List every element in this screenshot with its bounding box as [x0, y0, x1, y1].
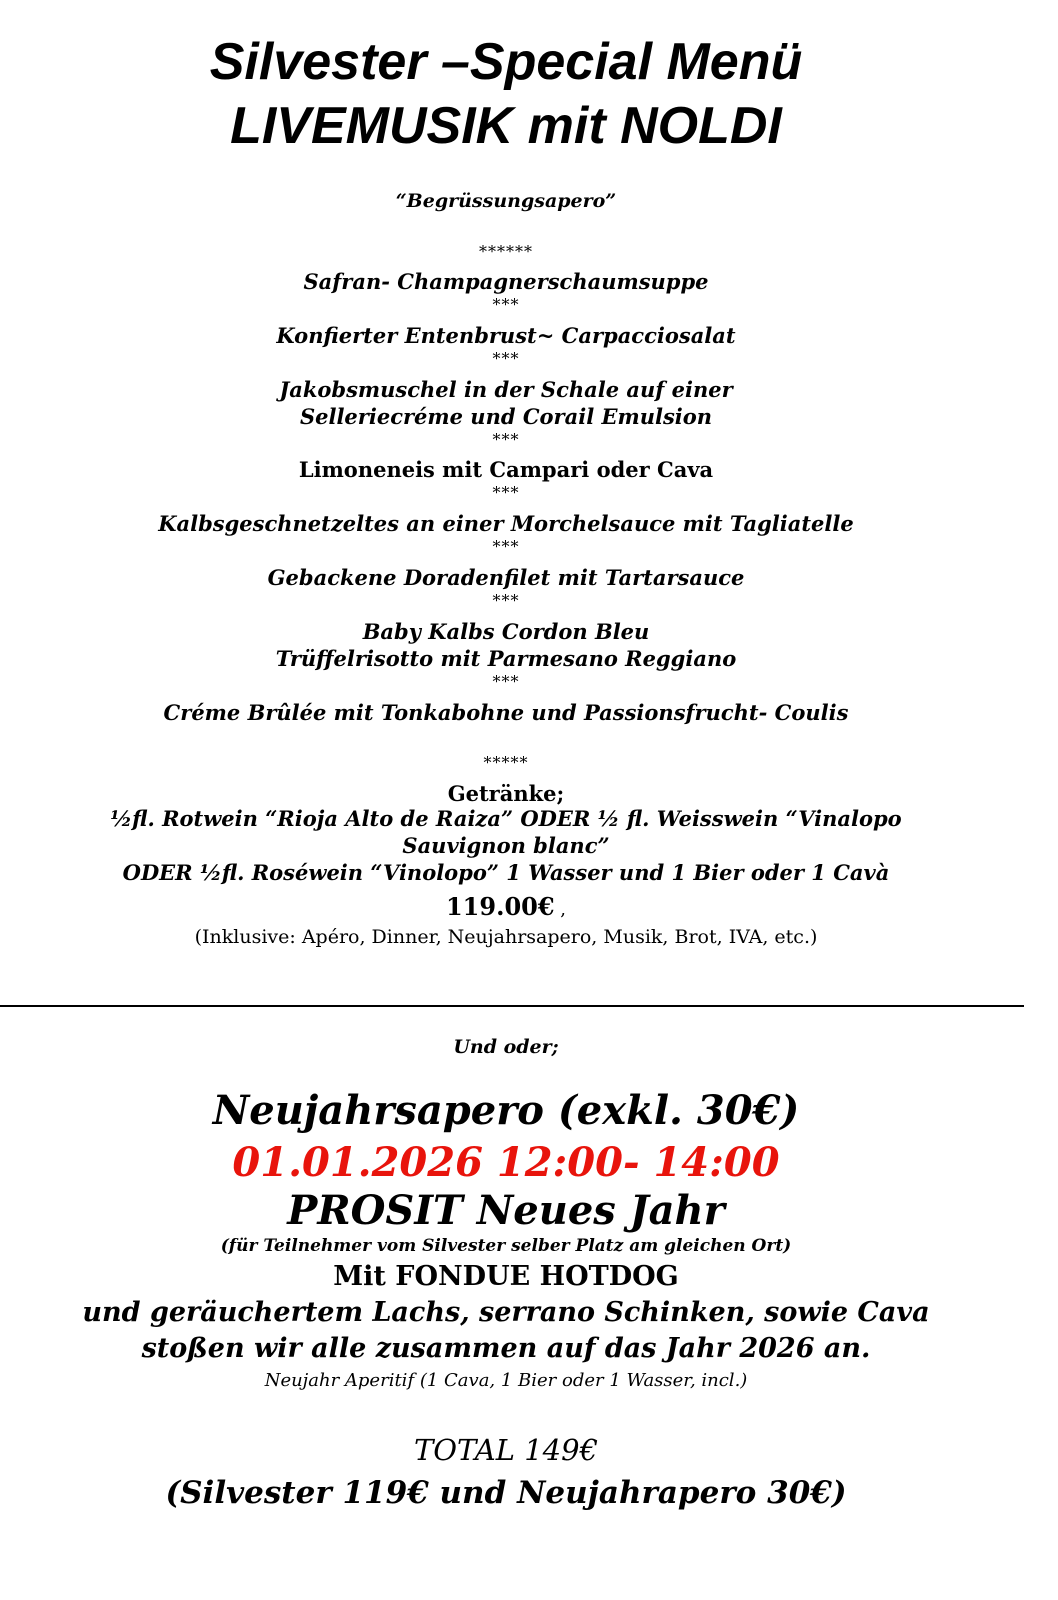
course-4: Limoneneis mit Campari oder Cava [298, 457, 714, 482]
course-5: Kalbsgeschnetzeltes an einer Morchelsauce mit Tagliatelle [158, 511, 854, 536]
greeting-apero: “Begrüssungsapero” [395, 190, 617, 212]
price-line [0, 892, 1012, 925]
course-separator: *** [492, 349, 520, 368]
price-inclusive: (Inklusive: Apéro, Dinner, Neujahrsapero, Musik, Brot, IVA, etc.) [194, 926, 818, 948]
course-7-line-2: Trüffelrisotto mit Parmesano Reggiano [275, 646, 737, 671]
course-separator: *** [492, 483, 520, 502]
course-2: Konfierter Entenbrust~ Carpacciosalat [276, 323, 736, 348]
neujahr-line-1: und geräuchertem Lachs, serrano Schinken, sowie Cava [82, 1297, 930, 1328]
section-divider [0, 1005, 1024, 1007]
course-separator: *** [492, 537, 520, 556]
course-separator: *** [492, 672, 520, 691]
course-1: Safran- Champagnerschaumsuppe [303, 269, 709, 294]
total-breakdown: (Silvester 119€ und Neujahrapero 30€) [165, 1475, 847, 1511]
course-separator: *** [492, 430, 520, 449]
und-oder: Und oder; [453, 1036, 559, 1058]
neujahr-line-2: stoßen wir alle zusammen auf das Jahr 2026 an. [141, 1333, 871, 1364]
course-dessert: Créme Brûlée mit Tonkabohne und Passionsfrucht- Coulis [163, 700, 849, 725]
prosit-heading: PROSIT Neues Jahr [287, 1187, 725, 1234]
participant-note: (für Teilnehmer vom Silvester selber Platz am gleichen Ort) [220, 1236, 792, 1256]
fondue-line: Mit FONDUE HOTDOG [333, 1261, 679, 1292]
course-7-line-1: Baby Kalbs Cordon Bleu [362, 619, 650, 644]
separator-open: ****** [479, 242, 533, 261]
neujahrsapero-title: Neujahrsapero (exkl. 30€) [212, 1087, 800, 1134]
course-separator: *** [492, 591, 520, 610]
drinks-line-3: ODER ½fl. Roséwein “Vinolopo” 1 Wasser und 1 Bier oder 1 Cavà [122, 860, 890, 885]
drinks-line-2: Sauvignon blanc” [402, 833, 610, 858]
price-amount: 119.00€ [445, 892, 555, 921]
course-6: Gebackene Doradenfilet mit Tartarsauce [267, 565, 745, 590]
course-separator: *** [492, 295, 520, 314]
title-line-1: Silvester –Special Menü [209, 33, 803, 91]
total-price: TOTAL 149€ [413, 1433, 599, 1467]
price-suffix: , [554, 899, 566, 920]
title-line-2: LIVEMUSIK mit NOLDI [230, 97, 782, 155]
drinks-line-1: ½fl. Rotwein “Rioja Alto de Raiza” ODER ½ fl. Weisswein “Vinalopo [110, 806, 902, 831]
drinks-heading: Getränke; [447, 781, 565, 806]
separator-close: ***** [483, 753, 529, 772]
course-3-line-2: Selleriecréme und Corail Emulsion [299, 404, 713, 429]
neujahr-datetime: 01.01.2026 12:00- 14:00 [232, 1139, 780, 1186]
course-3-line-1: Jakobsmuschel in der Schale auf einer [279, 377, 733, 402]
neujahr-aperitif: Neujahr Aperitif (1 Cava, 1 Bier oder 1 Wasser, incl.) [264, 1370, 748, 1391]
